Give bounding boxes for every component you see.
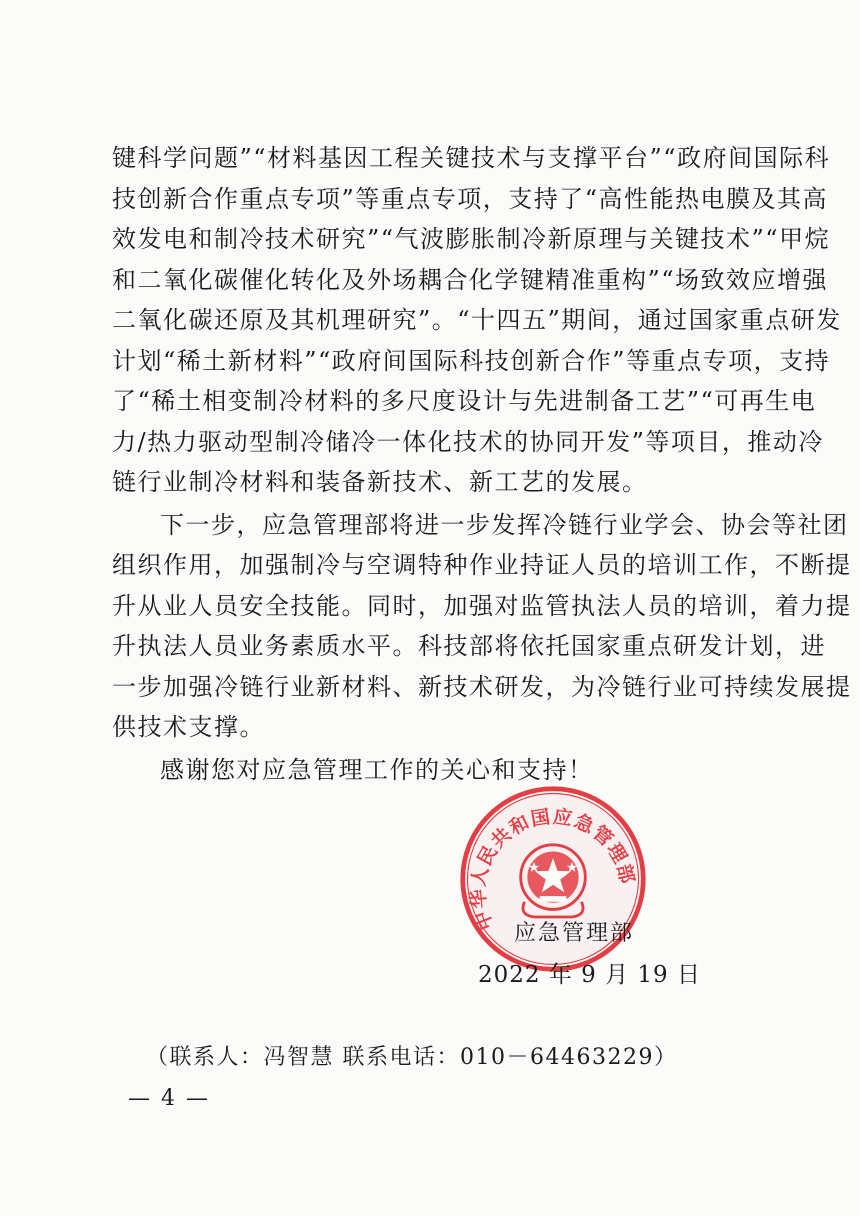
body-line: 二氧化碳还原及其机理研究”。“十四五”期间，通过国家重点研发 [112,306,842,334]
body-line: 技创新合作重点专项”等重点专项，支持了“高性能热电膜及其高 [112,184,829,213]
paragraph-1 [112,138,842,503]
page-number: — 4 — [128,1086,210,1111]
body-line: 组织作用，加强制冷与空调特种作业持证人员的培训工作，不断提 [112,551,852,579]
body-line: 力/热力驱动型制冷储冷一体化技术的协同开发”等项目，推动冷 [112,427,824,456]
signing-date: 2022 年 9 月 19 日 [478,962,701,988]
signing-organization: 应急管理部 [514,921,635,946]
body-line: 计划“稀土新材料”“政府间国际科技创新合作”等重点专项，支持 [112,346,831,375]
closing-line: 感谢您对应急管理工作的关心和支持！ [160,755,594,784]
body-line: 键科学问题”“材料基因工程关键技术与支撑平台”“政府间国际科 [112,144,831,172]
body-line: 下一步，应急管理部将进一步发挥冷链行业学会、协会等社团 [160,510,849,539]
body-line: 升从业人员安全技能。同时，加强对监管执法人员的培训，着力提 [112,591,852,620]
closing-paragraph [112,750,752,791]
body-line: 供技术支撑。 [112,713,265,741]
letter-body [112,138,852,790]
svg-text:中华人民共和国应急管理部: 中华人民共和国应急管理部 [467,805,639,934]
body-line: 链行业制冷材料和装备新技术、新工艺的发展。 [112,468,648,496]
paragraph-2 [112,505,852,748]
body-line: 一步加强冷链行业新材料、新技术研发，为冷链行业可持续发展提 [112,672,852,701]
body-line: 升执法人员业务素质水平。科技部将依托国家重点研发计划，进 [112,632,826,660]
body-line: 了“稀土相变制冷材料的多尺度设计与先进制备工艺”“可再生电 [112,387,817,415]
contact-info: （联系人：冯智慧 联系电话：010－64463229） [146,1045,678,1070]
body-line: 和二氧化碳催化转化及外场耦合化学键精准重构”“场致效应增强 [112,265,829,294]
body-line: 效发电和制冷技术研究”“气波膨胀制冷新原理与关键技术”“甲烷 [112,225,831,253]
